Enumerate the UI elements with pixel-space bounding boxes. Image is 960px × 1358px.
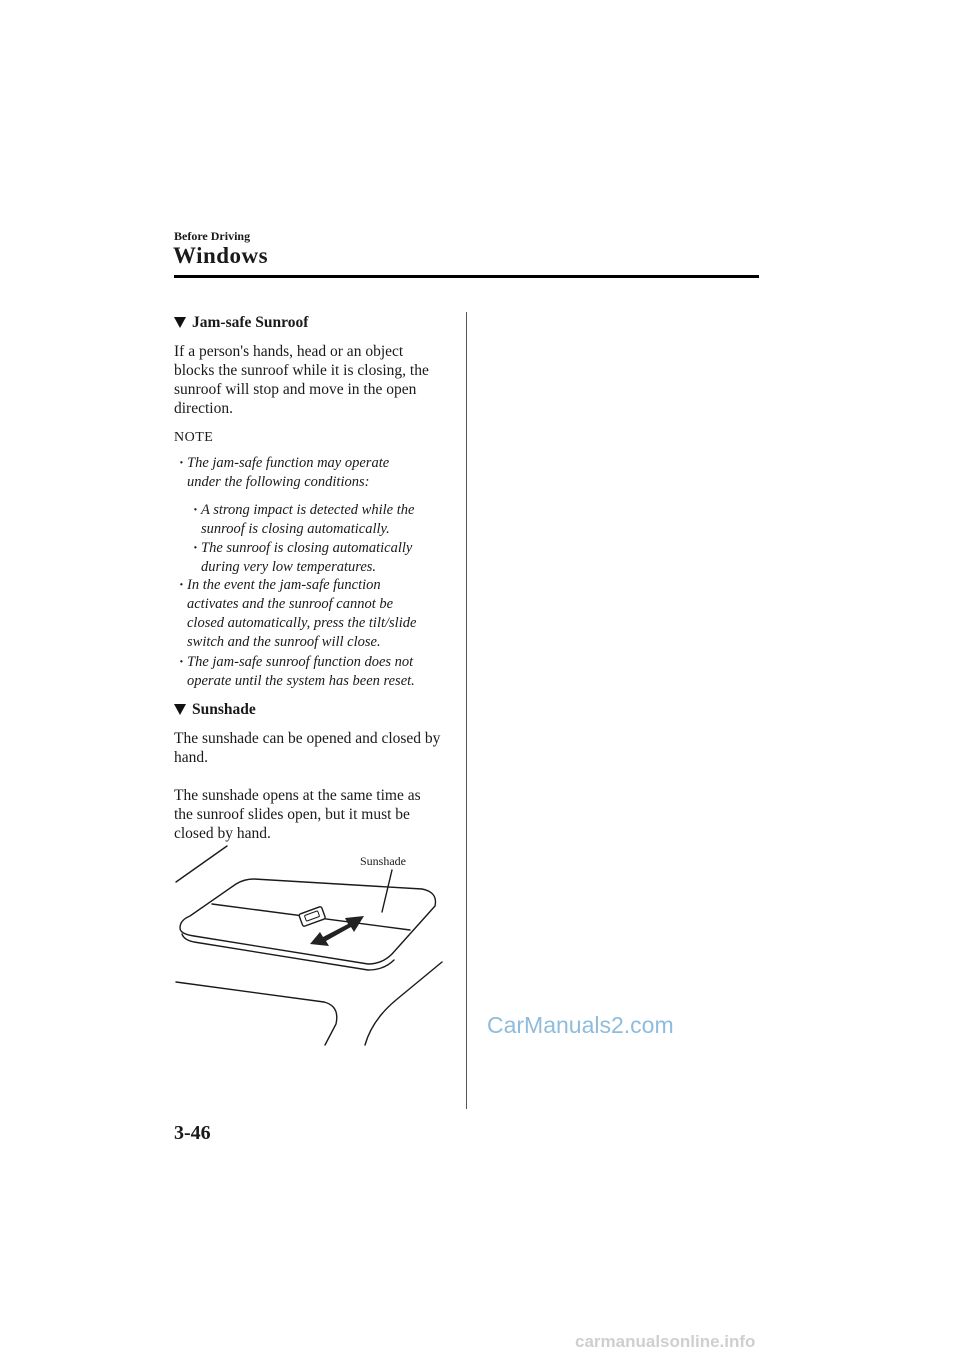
jam-safe-paragraph bbox=[174, 342, 444, 418]
note-line: In the event the jam-safe function bbox=[187, 577, 381, 593]
paragraph-line: The sunshade opens at the same time as bbox=[174, 787, 421, 804]
page-number: 3-46 bbox=[174, 1122, 211, 1144]
jam-safe-heading-text: Jam-safe Sunroof bbox=[192, 314, 309, 331]
note-line: The sunroof is closing automatically bbox=[201, 540, 413, 556]
bullet-dot-icon: · bbox=[193, 540, 198, 556]
sunshade-heading-text: Sunshade bbox=[192, 701, 256, 718]
paragraph-line: If a person's hands, head or an object bbox=[174, 343, 404, 360]
note-item bbox=[174, 653, 415, 691]
title-rule bbox=[174, 275, 759, 278]
note-list bbox=[174, 454, 464, 694]
paragraph-line: sunroof will stop and move in the open bbox=[174, 381, 417, 398]
sunshade-paragraph-2 bbox=[174, 786, 444, 843]
bullet-dot-icon: · bbox=[193, 502, 198, 518]
note-line: switch and the sunroof will close. bbox=[187, 634, 381, 650]
note-subitem bbox=[188, 501, 414, 539]
note-line: A strong impact is detected while the bbox=[201, 502, 415, 518]
roof-edge-line bbox=[176, 846, 227, 882]
bullet-dot-icon: · bbox=[179, 577, 184, 593]
sunshade-handle-icon bbox=[299, 906, 326, 926]
figure-label-sunshade: Sunshade bbox=[360, 854, 406, 868]
page-title: Windows bbox=[173, 243, 269, 268]
note-label: NOTE bbox=[174, 430, 214, 445]
bullet-dot-icon: · bbox=[179, 455, 184, 471]
paragraph-line: closed by hand. bbox=[174, 825, 271, 842]
sunshade-leader-line bbox=[382, 870, 392, 912]
note-line: operate until the system has been reset. bbox=[187, 673, 415, 689]
paragraph-line: blocks the sunroof while it is closing, the bbox=[174, 362, 429, 379]
watermark-logo: CarManuals2.com bbox=[487, 1012, 674, 1038]
section-label: Before Driving bbox=[174, 229, 251, 243]
sunshade-illustration bbox=[170, 840, 460, 1055]
note-item bbox=[174, 576, 416, 652]
sunshade-heading bbox=[174, 700, 444, 719]
pillar-right-line bbox=[365, 962, 442, 1045]
triangle-bullet-icon bbox=[174, 317, 186, 328]
note-line: The jam-safe function may operate bbox=[187, 455, 390, 471]
paragraph-line: direction. bbox=[174, 400, 233, 417]
sunshade-paragraph-1 bbox=[174, 729, 444, 767]
footer-watermark: carmanualsonline.info bbox=[575, 1332, 756, 1351]
paragraph-line: hand. bbox=[174, 749, 209, 766]
pillar-curve-line bbox=[324, 1002, 337, 1045]
paragraph-line: The sunshade can be opened and closed by bbox=[174, 730, 441, 747]
note-line: closed automatically, press the tilt/slide bbox=[187, 615, 417, 631]
note-subitem bbox=[188, 539, 412, 577]
note-line: sunroof is closing automatically. bbox=[201, 521, 390, 537]
jam-safe-heading bbox=[174, 313, 444, 332]
note-line: under the following conditions: bbox=[187, 474, 370, 490]
note-line: The jam-safe sunroof function does not bbox=[187, 654, 414, 670]
note-line: during very low temperatures. bbox=[201, 559, 377, 575]
note-line: activates and the sunroof cannot be bbox=[187, 596, 394, 612]
triangle-bullet-icon bbox=[174, 704, 186, 715]
bullet-dot-icon: · bbox=[179, 654, 184, 670]
note-item bbox=[174, 454, 389, 492]
column-divider bbox=[466, 312, 467, 1109]
paragraph-line: the sunroof slides open, but it must be bbox=[174, 806, 410, 823]
headliner-edge-line bbox=[176, 982, 324, 1002]
